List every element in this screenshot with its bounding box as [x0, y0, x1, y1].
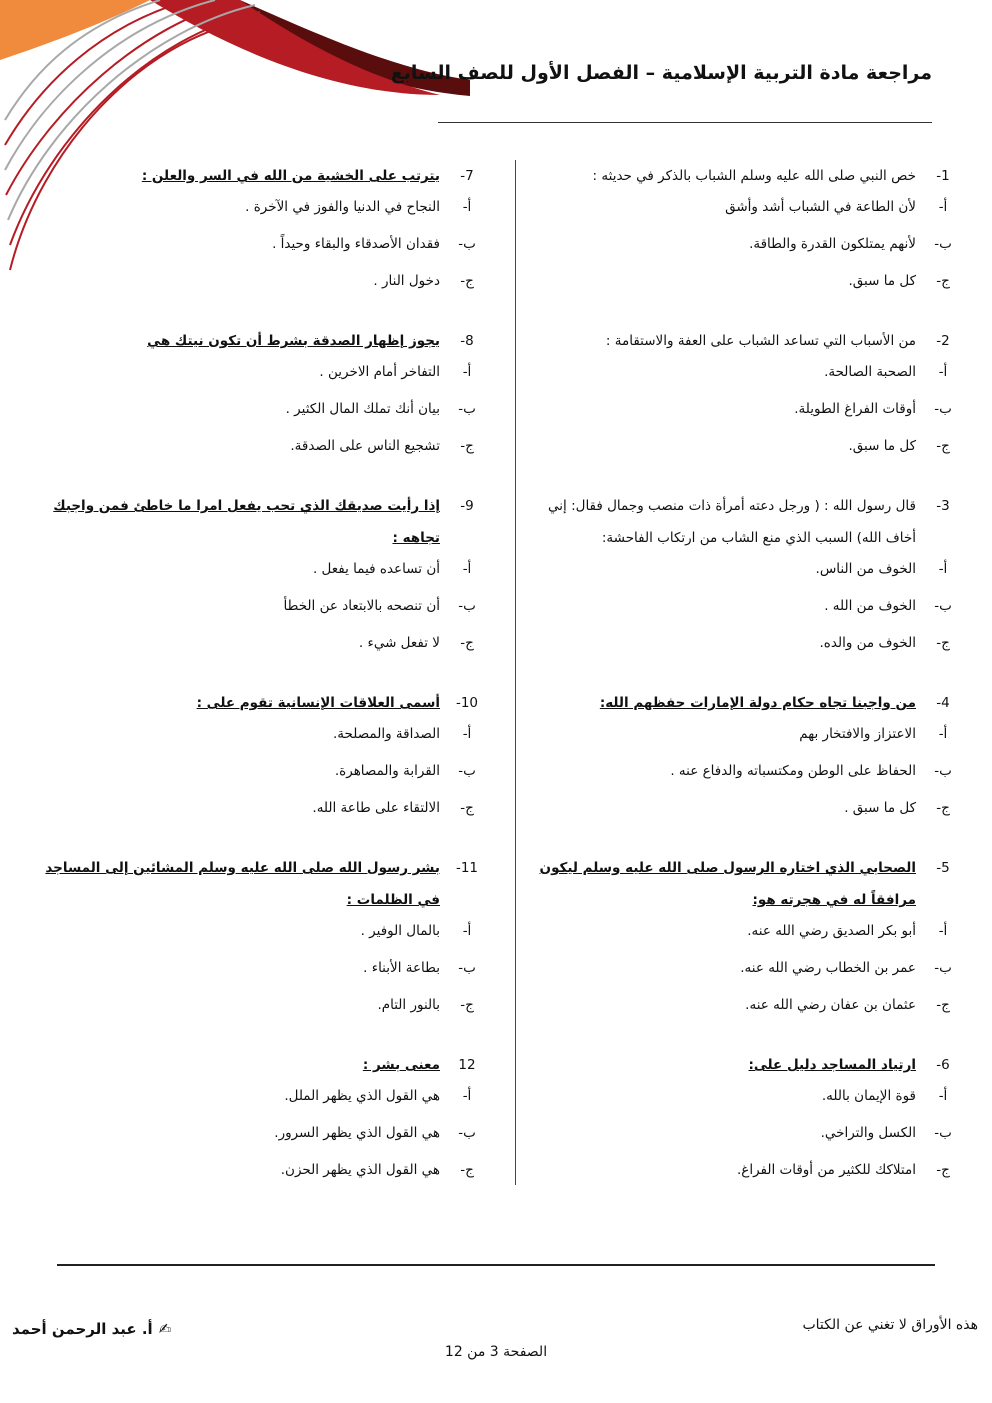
question-12 [41, 1049, 486, 1192]
question-5 [522, 852, 962, 1027]
option-letter: أ- [938, 561, 948, 577]
question-number: 5- [936, 860, 950, 876]
option-letter: ج- [936, 997, 950, 1013]
author-name: أ. عبد الرحمن أحمد [12, 1320, 153, 1338]
question-number: 2- [936, 333, 950, 349]
option-letter: ج- [460, 273, 474, 289]
option-text: الصحبة الصالحة. [824, 364, 916, 380]
question-number: 3- [936, 498, 950, 514]
question-1 [522, 160, 962, 303]
option-letter: أ- [938, 726, 948, 742]
question-9 [41, 490, 486, 665]
option-text: كل ما سبق . [844, 800, 916, 816]
option-text: الاعتزاز والافتخار بهم [799, 726, 916, 742]
option-letter: ب- [458, 401, 476, 417]
footer-divider [57, 1264, 935, 1266]
option-text: أن تنصحه بالابتعاد عن الخطأ [283, 598, 440, 614]
option-text: فقدان الأصدقاء والبقاء وحيداً . [272, 236, 440, 252]
question-text: خص النبي صلى الله عليه وسلم الشباب بالذكر في حديثه : [592, 168, 916, 184]
question-text: يترتب على الخشية من الله في السر والعلن : [141, 168, 440, 184]
option-letter: ب- [458, 236, 476, 252]
option-text: الخوف من الناس. [815, 561, 916, 577]
option-letter: ج- [936, 635, 950, 651]
option-text: امتلاكك للكثير من أوقات الفراغ. [736, 1162, 916, 1178]
option-letter: ج- [460, 1162, 474, 1178]
question-2 [522, 325, 962, 468]
question-10 [41, 687, 486, 830]
ribbon-orange-band [0, 0, 150, 60]
option-letter: أ- [462, 726, 472, 742]
question-number: 10- [455, 695, 479, 711]
option-letter: أ- [938, 364, 948, 380]
option-letter: أ- [938, 1088, 948, 1104]
option-letter: أ- [462, 364, 472, 380]
option-text: لأنهم يمتلكون القدرة والطاقة. [749, 236, 916, 252]
option-text: النجاح في الدنيا والفوز في الآخرة . [245, 199, 440, 215]
question-text: الصحابي الذي اختاره الرسول صلى الله عليه وسلم ليكون مرافقاً له في هجرته هو: [539, 860, 916, 908]
option-text: الكسل والتراخي. [820, 1125, 916, 1141]
option-text: لا تفعل شيء . [358, 635, 440, 651]
question-number: 12 [458, 1057, 476, 1073]
option-letter: ج- [936, 1162, 950, 1178]
question-number: 6- [936, 1057, 950, 1073]
option-letter: أ- [938, 923, 948, 939]
option-letter: ج- [460, 635, 474, 651]
column-divider [515, 160, 516, 1185]
option-letter: أ- [462, 923, 472, 939]
option-text: بيان أنك تملك المال الكثير . [285, 401, 440, 417]
option-text: الخوف من والده. [819, 635, 916, 651]
question-number: 1- [936, 168, 950, 184]
question-text: معنى بشر : [362, 1057, 440, 1073]
option-text: بطاعة الأبناء . [363, 960, 440, 976]
option-letter: ج- [460, 800, 474, 816]
option-letter: أ- [938, 199, 948, 215]
option-letter: ب- [934, 401, 952, 417]
page-title: مراجعة مادة التربية الإسلامية – الفصل الأول للصف السابع [390, 62, 932, 84]
option-text: هي القول الذي يظهر الملل. [284, 1088, 440, 1104]
option-text: أبو بكر الصديق رضي الله عنه. [747, 923, 916, 939]
question-text: من الأسباب التي تساعد الشباب على العفة والاستقامة : [605, 333, 916, 349]
question-number: 4- [936, 695, 950, 711]
option-letter: ج- [936, 273, 950, 289]
footer-author [12, 1320, 171, 1338]
option-letter: ب- [934, 598, 952, 614]
page-number: الصفحة 3 من 12 [444, 1344, 548, 1360]
option-letter: ب- [934, 960, 952, 976]
question-number: 8- [460, 333, 474, 349]
question-6 [522, 1049, 962, 1192]
option-text: كل ما سبق. [848, 273, 916, 289]
option-text: عمر بن الخطاب رضي الله عنه. [740, 960, 916, 976]
question-number: 7- [460, 168, 474, 184]
pen-icon: ✍ [158, 1320, 172, 1338]
option-text: تشجيع الناس على الصدقة. [290, 438, 440, 454]
option-letter: ج- [460, 438, 474, 454]
question-text: إذا رأيت صديقك الذي تحب يفعل امرا ما خاطئ فمن واجبك تجاهه : [53, 498, 440, 546]
option-letter: ج- [936, 438, 950, 454]
question-text: من واجبنا تجاه حكام دولة الإمارات حفظهم الله: [599, 695, 916, 711]
title-divider [438, 122, 932, 123]
option-text: القرابة والمصاهرة. [334, 763, 440, 779]
option-letter: أ- [462, 561, 472, 577]
option-text: عثمان بن عفان رضي الله عنه. [745, 997, 916, 1013]
option-text: التفاخر أمام الاخرين . [319, 364, 440, 380]
questions-column-left [41, 160, 486, 1214]
question-text: قال رسول الله : ( ورجل دعته أمرأة ذات منصب وجمال فقال: إني أخاف الله) السبب الذي منع الشاب من ارتكاب الفاحشة: [548, 498, 916, 546]
footer-note: هذه الأوراق لا تغني عن الكتاب [802, 1317, 978, 1333]
option-text: الصداقة والمصلحة. [333, 726, 440, 742]
option-letter: ب- [934, 763, 952, 779]
option-text: دخول النار . [373, 273, 440, 289]
question-4 [522, 687, 962, 830]
option-text: قوة الإيمان بالله. [821, 1088, 916, 1104]
option-text: هي القول الذي يظهر السرور. [274, 1125, 440, 1141]
option-letter: أ- [462, 1088, 472, 1104]
option-text: لأن الطاعة في الشباب أشد وأشق [725, 199, 916, 215]
option-text: أن تساعده فيما يفعل . [312, 561, 440, 577]
option-letter: ب- [458, 960, 476, 976]
option-letter: ب- [934, 236, 952, 252]
question-text: أسمى العلاقات الإنسانية تقوم على : [196, 695, 440, 711]
option-letter: ب- [458, 598, 476, 614]
option-text: أوقات الفراغ الطويلة. [794, 401, 916, 417]
option-letter: أ- [462, 199, 472, 215]
question-7 [41, 160, 486, 303]
question-text: يجوز إظهار الصدقة بشرط أن تكون نيتك هي [147, 333, 440, 349]
question-text: ارتياد المساجد دليل على: [748, 1057, 916, 1073]
questions-column-right [522, 160, 962, 1214]
option-letter: ب- [934, 1125, 952, 1141]
option-text: بالمال الوفير . [360, 923, 440, 939]
option-text: كل ما سبق. [848, 438, 916, 454]
option-letter: ج- [460, 997, 474, 1013]
option-text: بالنور التام. [377, 997, 440, 1013]
option-text: الالتقاء على طاعة الله. [312, 800, 440, 816]
question-number: 9- [460, 498, 474, 514]
option-letter: ب- [458, 763, 476, 779]
option-text: هي القول الذي يظهر الحزن. [280, 1162, 440, 1178]
question-text: بشر رسول الله صلى الله عليه وسلم المشائين إلى المساجد في الظلمات : [45, 860, 440, 908]
option-letter: ج- [936, 800, 950, 816]
option-text: الخوف من الله . [824, 598, 916, 614]
question-8 [41, 325, 486, 468]
question-number: 11- [455, 860, 479, 876]
option-letter: ب- [458, 1125, 476, 1141]
question-3 [522, 490, 962, 665]
question-11 [41, 852, 486, 1027]
option-text: الحفاظ على الوطن ومكتسباته والدفاع عنه . [670, 763, 916, 779]
